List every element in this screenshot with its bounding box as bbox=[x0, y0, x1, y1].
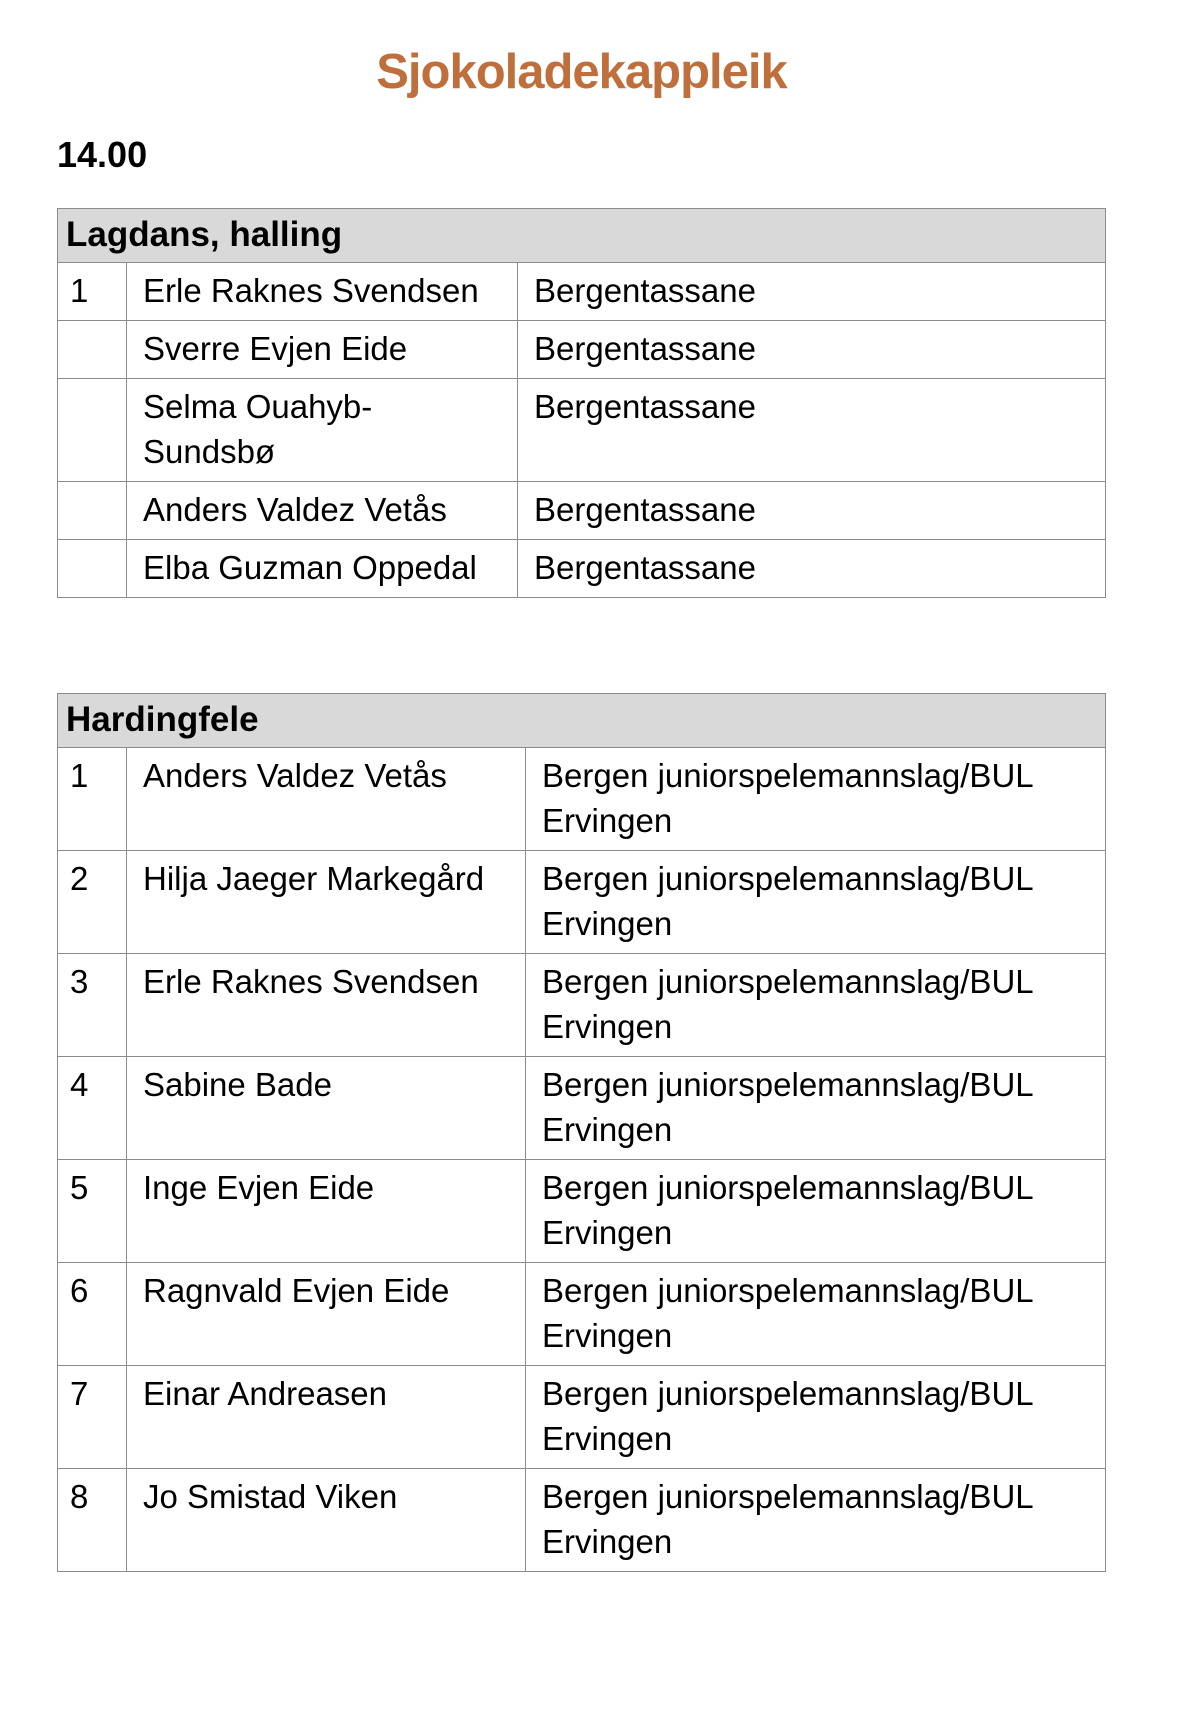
cell-number bbox=[58, 321, 127, 379]
cell-participant-name: Erle Raknes Svendsen bbox=[127, 954, 526, 1057]
table-row bbox=[58, 321, 1106, 379]
table-header-row bbox=[58, 209, 1106, 263]
table-row bbox=[58, 263, 1106, 321]
cell-number bbox=[58, 482, 127, 540]
cell-club-name: Bergen juniorspelemannslag/BUL Ervingen bbox=[526, 1160, 1106, 1263]
table-row bbox=[58, 1160, 1106, 1263]
cell-club-name: Bergen juniorspelemannslag/BUL Ervingen bbox=[526, 851, 1106, 954]
cell-number: 7 bbox=[58, 1366, 127, 1469]
cell-participant-name: Hilja Jaeger Markegård bbox=[127, 851, 526, 954]
cell-club-name: Bergen juniorspelemannslag/BUL Ervingen bbox=[526, 748, 1106, 851]
table-row bbox=[58, 954, 1106, 1057]
cell-participant-name: Jo Smistad Viken bbox=[127, 1469, 526, 1572]
cell-participant-name: Einar Andreasen bbox=[127, 1366, 526, 1469]
table-row bbox=[58, 1366, 1106, 1469]
cell-number: 5 bbox=[58, 1160, 127, 1263]
table-header-cell: Lagdans, halling bbox=[58, 209, 1106, 263]
cell-club-name: Bergen juniorspelemannslag/BUL Ervingen bbox=[526, 1366, 1106, 1469]
cell-number: 1 bbox=[58, 748, 127, 851]
cell-number: 8 bbox=[58, 1469, 127, 1572]
cell-participant-name: Selma Ouahyb-Sundsbø bbox=[127, 379, 518, 482]
cell-number: 6 bbox=[58, 1263, 127, 1366]
cell-participant-name: Inge Evjen Eide bbox=[127, 1160, 526, 1263]
table-row bbox=[58, 379, 1106, 482]
cell-number bbox=[58, 540, 127, 598]
table-row bbox=[58, 1469, 1106, 1572]
cell-number: 3 bbox=[58, 954, 127, 1057]
cell-number: 1 bbox=[58, 263, 127, 321]
cell-participant-name: Erle Raknes Svendsen bbox=[127, 263, 518, 321]
table-hardingfele bbox=[57, 693, 1106, 1572]
cell-participant-name: Anders Valdez Vetås bbox=[127, 482, 518, 540]
cell-club-name: Bergentassane bbox=[518, 482, 1106, 540]
cell-number: 4 bbox=[58, 1057, 127, 1160]
cell-participant-name: Elba Guzman Oppedal bbox=[127, 540, 518, 598]
cell-club-name: Bergentassane bbox=[518, 379, 1106, 482]
table-row bbox=[58, 851, 1106, 954]
table-row bbox=[58, 1057, 1106, 1160]
cell-club-name: Bergen juniorspelemannslag/BUL Ervingen bbox=[526, 1057, 1106, 1160]
table-lagdans-halling bbox=[57, 208, 1106, 598]
cell-participant-name: Anders Valdez Vetås bbox=[127, 748, 526, 851]
document-page bbox=[0, 44, 1190, 1727]
table-header-row bbox=[58, 694, 1106, 748]
cell-number bbox=[58, 379, 127, 482]
table-row bbox=[58, 540, 1106, 598]
table-header-cell: Hardingfele bbox=[58, 694, 1106, 748]
page-title: Sjokoladekappleik bbox=[376, 45, 787, 99]
cell-participant-name: Sverre Evjen Eide bbox=[127, 321, 518, 379]
cell-number: 2 bbox=[58, 851, 127, 954]
cell-club-name: Bergen juniorspelemannslag/BUL Ervingen bbox=[526, 954, 1106, 1057]
table-row bbox=[58, 482, 1106, 540]
cell-club-name: Bergen juniorspelemannslag/BUL Ervingen bbox=[526, 1469, 1106, 1572]
cell-participant-name: Ragnvald Evjen Eide bbox=[127, 1263, 526, 1366]
cell-club-name: Bergentassane bbox=[518, 540, 1106, 598]
cell-participant-name: Sabine Bade bbox=[127, 1057, 526, 1160]
cell-club-name: Bergentassane bbox=[518, 263, 1106, 321]
table-row bbox=[58, 748, 1106, 851]
cell-club-name: Bergentassane bbox=[518, 321, 1106, 379]
cell-club-name: Bergen juniorspelemannslag/BUL Ervingen bbox=[526, 1263, 1106, 1366]
time-label: 14.00 bbox=[57, 134, 148, 176]
table-row bbox=[58, 1263, 1106, 1366]
